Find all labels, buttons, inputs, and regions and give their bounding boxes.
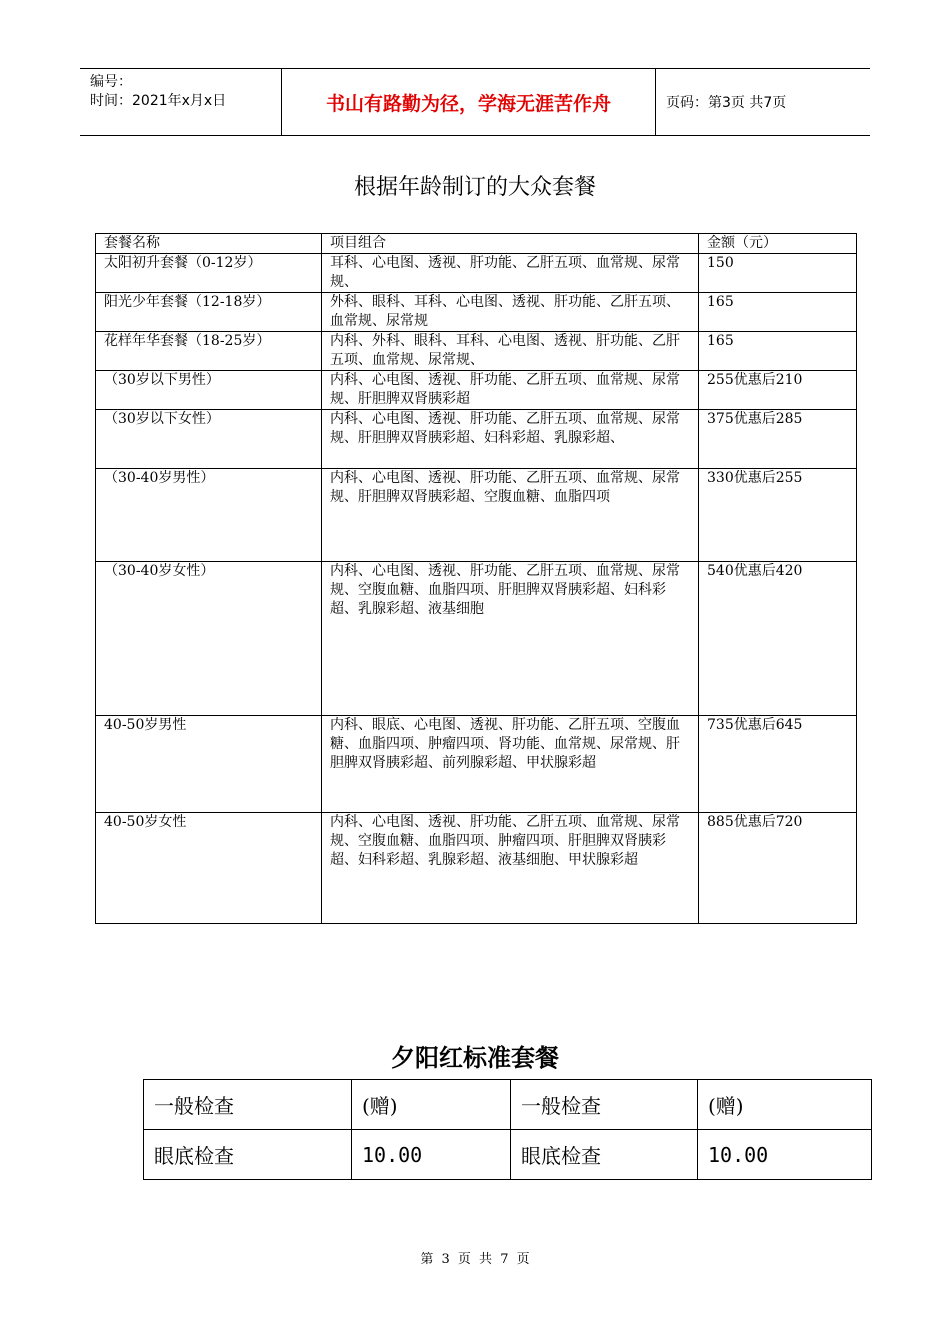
package-items: 内科、心电图、透视、肝功能、乙肝五项、血常规、尿常规、肝胆脾双肾胰彩超 xyxy=(322,371,699,410)
package-price: 330优惠后255 xyxy=(699,469,857,562)
page-header xyxy=(80,68,870,136)
table-row xyxy=(96,371,857,410)
header-meta xyxy=(80,69,282,135)
package-name: 阳光少年套餐（12-18岁） xyxy=(96,293,322,332)
table-row xyxy=(144,1130,872,1180)
package-items: 内科、眼底、心电图、透视、肝功能、乙肝五项、空腹血糖、血脂四项、肿瘤四项、肾功能、血常规、尿常规、肝胆脾双肾胰彩超、前列腺彩超、甲状腺彩超 xyxy=(322,716,699,813)
package-items: 内科、心电图、透视、肝功能、乙肝五项、血常规、尿常规、空腹血糖、血脂四项、肝胆脾双肾胰彩超、妇科彩超、乳腺彩超、液基细胞 xyxy=(322,562,699,716)
package-name: 40-50岁男性 xyxy=(96,716,322,813)
package-items: 内科、心电图、透视、肝功能、乙肝五项、血常规、尿常规、空腹血糖、血脂四项、肿瘤四项、肝胆脾双肾胰彩超、妇科彩超、乳腺彩超、液基细胞、甲状腺彩超 xyxy=(322,813,699,924)
table-header-row xyxy=(96,234,857,254)
table-row xyxy=(96,716,857,813)
page-title: 根据年龄制订的大众套餐 xyxy=(353,175,596,200)
package-items: 耳科、心电图、透视、肝功能、乙肝五项、血常规、尿常规、 xyxy=(322,254,699,293)
exam-name: 一般检查 xyxy=(511,1080,698,1130)
package-table xyxy=(95,233,857,924)
header-cell-items: 项目组合 xyxy=(322,234,699,254)
exam-price: 10.00 xyxy=(352,1130,511,1180)
package-items: 外科、眼科、耳科、心电图、透视、肝功能、乙肝五项、血常规、尿常规 xyxy=(322,293,699,332)
serial-label: 编号： xyxy=(90,74,132,90)
package-name: （30-40岁女性） xyxy=(96,562,322,716)
package-price: 885优惠后720 xyxy=(699,813,857,924)
exam-name: 眼底检查 xyxy=(144,1130,352,1180)
table-row xyxy=(96,469,857,562)
package-items: 内科、心电图、透视、肝功能、乙肝五项、血常规、尿常规、肝胆脾双肾胰彩超、妇科彩超、乳腺彩超、 xyxy=(322,410,699,469)
package-items: 内科、外科、眼科、耳科、心电图、透视、肝功能、乙肝五项、血常规、尿常规、 xyxy=(322,332,699,371)
table-row xyxy=(96,562,857,716)
package-price: 165 xyxy=(699,332,857,371)
package-price: 165 xyxy=(699,293,857,332)
package-name: （30-40岁男性） xyxy=(96,469,322,562)
exam-price: (赠) xyxy=(352,1080,511,1130)
table-row xyxy=(96,254,857,293)
package-name: （30岁以下女性） xyxy=(96,410,322,469)
time-label: 时间：2021年x月x日 xyxy=(90,93,227,109)
package-name: 太阳初升套餐（0-12岁） xyxy=(96,254,322,293)
package-name: 40-50岁女性 xyxy=(96,813,322,924)
package-name: 花样年华套餐（18-25岁） xyxy=(96,332,322,371)
table-row xyxy=(96,410,857,469)
header-motto: 书山有路勤为径，学海无涯苦作舟 xyxy=(282,69,656,135)
table-row xyxy=(96,813,857,924)
exam-name: 眼底检查 xyxy=(511,1130,698,1180)
package-items: 内科、心电图、透视、肝功能、乙肝五项、血常规、尿常规、肝胆脾双肾胰彩超、空腹血糖、血脂四项 xyxy=(322,469,699,562)
header-cell-name: 套餐名称 xyxy=(96,234,322,254)
package-name: （30岁以下男性） xyxy=(96,371,322,410)
package-price: 255优惠后210 xyxy=(699,371,857,410)
sunset-title: 夕阳红标准套餐 xyxy=(391,1044,559,1072)
table-row xyxy=(144,1080,872,1130)
header-page-info: 页码：第3页 共7页 xyxy=(666,95,787,111)
sunset-table xyxy=(143,1079,872,1180)
header-cell-price: 金额（元） xyxy=(699,234,857,254)
exam-price: 10.00 xyxy=(698,1130,872,1180)
exam-name: 一般检查 xyxy=(144,1080,352,1130)
table-row xyxy=(96,293,857,332)
package-price: 735优惠后645 xyxy=(699,716,857,813)
table-row xyxy=(96,332,857,371)
exam-price: (赠) xyxy=(698,1080,872,1130)
package-price: 150 xyxy=(699,254,857,293)
package-price: 375优惠后285 xyxy=(699,410,857,469)
page-footer: 第 3 页 共 7 页 xyxy=(420,1252,530,1267)
package-price: 540优惠后420 xyxy=(699,562,857,716)
